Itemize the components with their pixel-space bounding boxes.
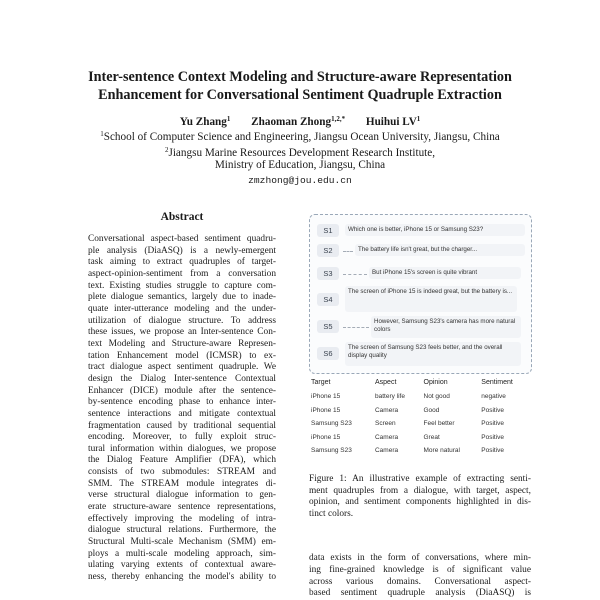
table-cell: iPhone 15 <box>311 433 341 441</box>
table-cell: Feel better <box>423 420 455 428</box>
table-cell: Camera <box>374 406 399 414</box>
affiliation-text: School of Computer Science and Engineering, Jiangsu Ocean University, Jiangsu, China <box>103 131 500 143</box>
utterance-bubble: The screen of iPhone 15 is indeed great, but the battery is... <box>345 286 517 312</box>
column-header: Opinion <box>423 378 448 386</box>
speaker-label: S4 <box>317 293 339 306</box>
text-line: tation Enhancement model (ICMSR) to ex- <box>88 350 276 361</box>
paper-title-line-2: Enhancement for Conversational Sentiment Quadruple Extraction <box>98 87 502 103</box>
reply-link-line <box>343 327 369 328</box>
contact-email[interactable]: zmzhong@jou.edu.cn <box>248 175 352 186</box>
text-line: opinion, and sentiment components highlighted in dis- <box>309 497 531 508</box>
text-line: effectively improving the modeling of intra- <box>88 513 276 524</box>
text-line: ploys a multi-scale modeling approach, sim- <box>88 548 276 559</box>
text-line: design the Dialog Inter-sentence Contextual <box>88 373 276 384</box>
text-line: tract dialogue aspect sentiment quadruple. We <box>88 362 276 373</box>
table-row <box>309 404 530 418</box>
text-line: ing fine-grained knowledge is of significant value <box>309 564 531 575</box>
table-cell: iPhone 15 <box>311 406 341 414</box>
text-line: ment quadruples from a dialogue, with target, aspect, <box>309 485 531 496</box>
text-line: Conversational aspect-based sentiment quadru- <box>88 234 276 244</box>
text-line: verse structural dialogue information to gen- <box>88 490 276 501</box>
table-header-row <box>309 376 530 390</box>
table-cell: negative <box>481 393 506 401</box>
affiliation-text: Jiangsu Marine Resources Development Research Institute, <box>168 147 436 159</box>
author-name: Zhaoman Zhong <box>251 116 332 128</box>
text-line: ness, thereby enhancing the model's ability to <box>88 572 276 583</box>
author-affiliation-mark: 1 <box>416 115 421 123</box>
table-row <box>309 444 530 458</box>
table-row <box>309 431 530 445</box>
column-header: Aspect <box>374 378 397 386</box>
table-cell: Good <box>423 406 440 414</box>
text-line: Structural Multi-scale Mechanism (SMM) em- <box>88 537 276 548</box>
text-line: ulating varying extents of contextual aware- <box>88 560 276 571</box>
affiliation-continued: Ministry of Education, Jiangsu, China <box>214 159 386 171</box>
table-cell: Samsung S23 <box>311 420 352 428</box>
text-line: data exists in the form of conversations, where min- <box>309 553 531 563</box>
text-line: encoding. Moreover, to fully exploit struc- <box>88 432 276 443</box>
paper-title <box>40 68 560 104</box>
affiliation <box>40 127 560 144</box>
paper-title-line-1: Inter-sentence Context Modeling and Structure-aware Representation <box>88 69 512 85</box>
author-affiliation-mark: 1,2,* <box>331 115 346 123</box>
quadruple-table <box>309 376 530 458</box>
table-cell: Positive <box>481 433 505 441</box>
table-row <box>309 417 530 431</box>
column-header: Target <box>311 378 331 386</box>
utterance-bubble: The screen of Samsung S23 feels better, and the overall display quality <box>345 342 521 366</box>
table-cell: battery life <box>374 393 405 401</box>
affiliation-mark: 2 <box>164 146 169 154</box>
text-line: SMM. The STREAM module integrates di- <box>88 478 276 489</box>
text-line: utilization of dialogue structure. To address <box>88 315 276 326</box>
text-line: fragmentation caused by traditional sequential <box>88 420 276 431</box>
column-header: Sentiment <box>481 378 513 386</box>
speaker-label: S5 <box>317 320 339 333</box>
text-line: task aiming to extract quadruples of target- <box>88 257 276 268</box>
text-line: dialogue structural relations. Furthermore, the <box>88 525 276 536</box>
text-line: consists of two submodules: STREAM and <box>88 467 276 478</box>
text-line: ple analysis (DiaASQ) is a newly-emergent <box>88 245 276 256</box>
text-line: text. Existing studies struggle to capture com- <box>88 280 276 291</box>
text-line: tural information within dialogues, we propose <box>88 443 276 454</box>
abstract-body <box>88 234 276 584</box>
utterance-bubble: But iPhone 15's screen is quite vibrant <box>369 267 521 279</box>
text-line: quate inter-utterance modeling and the under- <box>88 303 276 314</box>
text-line: tinct colors. <box>309 508 354 519</box>
text-line: Enhancer (DICE) module after the sentence- <box>88 385 276 396</box>
text-line: by-sentence encoding phase to enhance inter- <box>88 397 276 408</box>
utterance-bubble: Which one is better, iPhone 15 or Samsung S23? <box>345 224 525 236</box>
abstract-heading: Abstract <box>160 211 204 223</box>
table-cell: Positive <box>481 447 505 455</box>
speaker-label: S3 <box>317 267 339 280</box>
table-cell: Positive <box>481 420 505 428</box>
reply-link-line <box>343 274 367 275</box>
speaker-label: S1 <box>317 224 339 237</box>
text-line: these issues, we propose an Inter-sentence Con- <box>88 327 276 338</box>
table-cell: Not good <box>423 393 450 401</box>
text-line: plete dialogue semantics, largely due to inade- <box>88 292 276 303</box>
figure-caption <box>309 474 531 521</box>
affiliation-mark: 1 <box>100 130 104 138</box>
table-cell: More natural <box>423 447 460 455</box>
utterance-bubble: However, Samsung S23's camera has more natural colors <box>371 316 521 338</box>
text-line: text Modeling and Structure-aware Represen- <box>88 338 276 349</box>
text-line: the Dialog Feature Amplifier (DFA), which <box>88 455 276 466</box>
text-line: sentence interactions and mitigate contextual <box>88 408 276 419</box>
text-line: based sentiment quadruple analysis (DiaASQ) is <box>309 588 531 599</box>
table-cell: iPhone 15 <box>311 393 341 401</box>
text-line: across various domains. Conversational aspect- <box>309 576 531 587</box>
author-name: Huihui LV <box>365 116 417 128</box>
table-cell: Great <box>423 433 440 441</box>
speaker-label: S6 <box>317 347 339 360</box>
table-cell: Positive <box>481 406 505 414</box>
author-name: Yu Zhang <box>179 116 227 128</box>
table-cell: Screen <box>374 420 396 428</box>
table-row <box>309 390 530 404</box>
utterance-bubble: The battery life isn't great, but the charger... <box>355 244 525 256</box>
author-affiliation-mark: 1 <box>226 115 231 123</box>
table-cell: Camera <box>374 433 399 441</box>
text-line: erate structure-aware sentence representations, <box>88 502 276 513</box>
reply-link-line <box>343 251 353 252</box>
text-line: Figure 1: An illustrative example of extracting senti- <box>309 474 531 484</box>
text-line: aspect-opinion-sentiment from a conversation <box>88 268 276 279</box>
speaker-label: S2 <box>317 244 339 257</box>
table-cell: Camera <box>374 447 399 455</box>
table-cell: Samsung S23 <box>311 447 352 455</box>
body-text-right-column <box>309 553 531 600</box>
